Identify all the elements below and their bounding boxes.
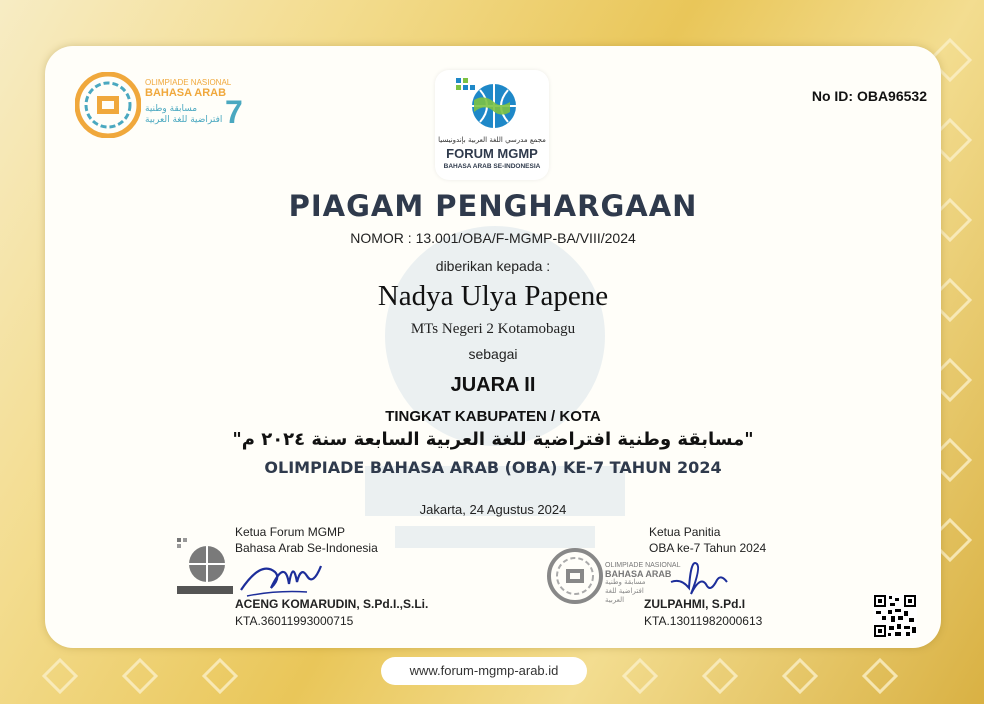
qr-code-icon [873,594,917,638]
forum-mgmp-logo [435,70,549,180]
left-logo-line2: BAHASA ARAB [145,87,227,99]
signatory-right-logo-line1: OLIMPIADE NASIONAL [605,562,681,569]
signatory-left-role1: Ketua Forum MGMP [235,525,346,539]
certificate-title: PIAGAM PENGHARGAAN [288,189,698,223]
certificate-id: No ID: OBA96532 [811,88,927,104]
as-label: sebagai [468,346,518,362]
center-logo-sub: BAHASA ARAB SE-INDONESIA [443,163,541,170]
signatory-left [173,522,433,632]
left-logo-number: 7 [225,94,243,130]
certificate-card [45,46,941,648]
signatory-left-name: ACENG KOMARUDIN, S.Pd.I.,S.Li. [235,597,429,611]
left-logo-arabic: مسابقة وطنية افتراضية للغة العربية [145,104,223,125]
signatory-right-name: ZULPAHMI, S.Pd.I [644,597,746,611]
award-rank: JUARA II [450,374,536,396]
arabic-maze-logo-icon [75,72,141,138]
event-title: OLIMPIADE BAHASA ARAB (OBA) KE-7 TAHUN 2024 [264,458,722,477]
certificate-number: NOMOR : 13.001/OBA/F-MGMP-BA/VIII/2024 [350,230,636,246]
recipient-name: Nadya Ulya Papene [377,280,609,312]
recipient-school: MTs Negeri 2 Kotamobagu [410,321,576,337]
signatory-right-role2: OBA ke-7 Tahun 2024 [649,541,767,555]
website-url-link[interactable]: www.forum-mgmp-arab.id [381,657,587,685]
signatory-right-logo-arabic: مسابقة وطنية افتراضية للغة العربية [605,578,646,604]
signatory-left-kta: KTA.36011993000715 [235,614,354,628]
signatory-right-role1: Ketua Panitia [649,525,721,539]
award-level: TINGKAT KABUPATEN / KOTA [385,408,601,425]
signatory-left-logo-icon [173,536,237,602]
signature-right-icon [665,552,745,602]
signatory-right-logo-icon [547,548,603,604]
center-logo-arabic: مجمع مدرسي اللغة العربية بإندونيسيا [438,136,546,144]
left-logo-line1: OLIMPIADE NASIONAL [145,78,232,87]
given-to-label: diberikan kepada : [435,258,551,274]
globe-logo-icon [452,74,532,134]
signatory-right-logo-line2: BAHASA ARAB [605,569,672,579]
arabic-event-title: "مسابقة وطنية افتراضية للغة العربية السابعة سنة ٢٠٢٤ م" [232,429,754,450]
signatory-right-kta: KTA.13011982000613 [644,614,763,628]
signatory-right [547,522,807,632]
center-logo-name: FORUM MGMP [446,146,538,161]
place-date: Jakarta, 24 Agustus 2024 [419,502,567,517]
olimpiade-logo [75,72,243,142]
signatory-left-role2: Bahasa Arab Se-Indonesia [235,541,378,555]
